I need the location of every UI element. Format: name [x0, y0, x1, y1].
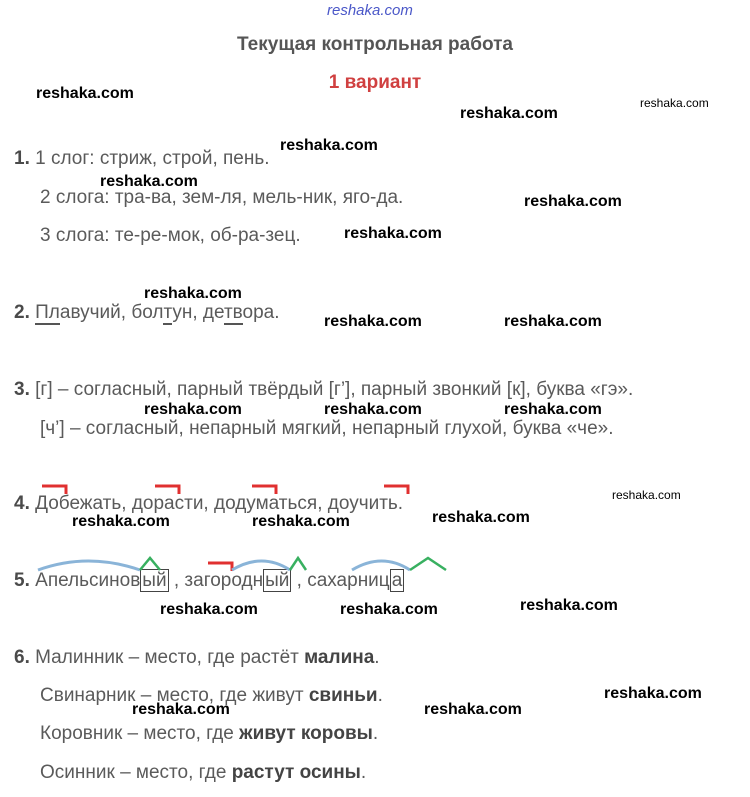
watermark: reshaka.com — [132, 701, 230, 718]
task-text: [г] – согласный, парный твёрдый [г’], парный звонкий [к], буква «гэ». — [35, 379, 634, 400]
task-2-line — [14, 302, 280, 324]
watermark: reshaka.com — [344, 225, 442, 242]
answer-word: малина — [304, 647, 375, 668]
task-4-line — [14, 493, 403, 515]
task-text: . — [372, 723, 379, 744]
task-text: Малинник – место, где растёт — [35, 647, 305, 668]
consonant-cluster: тв — [223, 302, 243, 323]
word-stem: загородн — [184, 570, 264, 591]
task-6-line-4 — [40, 762, 366, 784]
watermark: reshaka.com — [72, 513, 170, 530]
watermark: reshaka.com — [36, 85, 134, 102]
watermark: reshaka.com — [520, 597, 618, 614]
page-title: Текущая контрольная работа — [237, 34, 513, 55]
task-text: Осинник – место, где — [40, 762, 232, 783]
watermark: reshaka.com — [252, 513, 350, 530]
watermark: reshaka.com — [324, 401, 422, 418]
task-text: Добежать, дорасти, додуматься, доучить. — [35, 493, 404, 514]
task-number: 6. — [14, 647, 30, 668]
task-1-line-1 — [14, 148, 270, 170]
watermark: reshaka.com — [100, 173, 198, 190]
task-number: 5. — [14, 570, 30, 591]
watermark: reshaka.com — [640, 96, 709, 110]
task-text: Коровник – место, где — [40, 723, 240, 744]
watermark: reshaka.com — [604, 685, 702, 702]
word-part: ора. — [242, 302, 280, 323]
watermark: reshaka.com — [340, 601, 438, 618]
separator: , — [168, 570, 185, 591]
word-ending: ый — [265, 570, 290, 591]
answer-word: растут осины — [231, 762, 361, 783]
answer-word: свиньи — [308, 685, 378, 706]
task-6-line-3 — [40, 723, 378, 745]
word-stem: Апельсинов — [35, 570, 141, 591]
task-3-line-2: [ч’] – согласный, непарный мягкий, непарный глухой, буква «че». — [40, 418, 614, 439]
word-part: ун, де — [172, 302, 224, 323]
consonant-cluster: Пл — [35, 302, 60, 323]
watermark: reshaka.com — [460, 105, 558, 122]
word-part: авучий, бол — [59, 302, 164, 323]
task-text: 1 слог: стриж, строй, пень. — [35, 148, 270, 169]
task-number: 2. — [14, 302, 30, 323]
task-number: 4. — [14, 493, 30, 514]
answer-word: живут коровы — [239, 723, 373, 744]
watermark: reshaka.com — [432, 509, 530, 526]
task-number: 1. — [14, 148, 30, 169]
task-3-line-1 — [14, 379, 633, 401]
top-watermark: reshaka.com — [327, 2, 413, 19]
task-6-line-1 — [14, 647, 380, 669]
watermark: reshaka.com — [504, 401, 602, 418]
task-number: 3. — [14, 379, 30, 400]
task-text: . — [377, 685, 383, 706]
root-arcs — [38, 561, 410, 570]
watermark: reshaka.com — [524, 193, 622, 210]
word-stem: сахарниц — [307, 570, 390, 591]
separator: , — [291, 570, 308, 591]
variant-label: 1 вариант — [328, 72, 422, 93]
word-ending: а — [391, 570, 403, 591]
watermark: reshaka.com — [160, 601, 258, 618]
watermark: reshaka.com — [424, 701, 522, 718]
task-text: . — [374, 647, 380, 668]
task-5-line — [14, 570, 404, 592]
watermark: reshaka.com — [504, 313, 602, 330]
watermark: reshaka.com — [280, 137, 378, 154]
watermark: reshaka.com — [324, 313, 422, 330]
task-text: . — [360, 762, 367, 783]
task-text: Свинарник – место, где живут — [40, 685, 309, 706]
task-1-line-2: 2 слога: тра-ва, зем-ля, мель-ник, яго-да. — [40, 187, 404, 208]
consonant-cluster: т — [163, 302, 173, 323]
task-1-line-3: 3 слога: те-ре-мок, об-ра-зец. — [40, 225, 301, 246]
watermark: reshaka.com — [144, 285, 242, 302]
watermark: reshaka.com — [144, 401, 242, 418]
watermark: reshaka.com — [612, 488, 681, 502]
word-ending: ый — [142, 570, 167, 591]
